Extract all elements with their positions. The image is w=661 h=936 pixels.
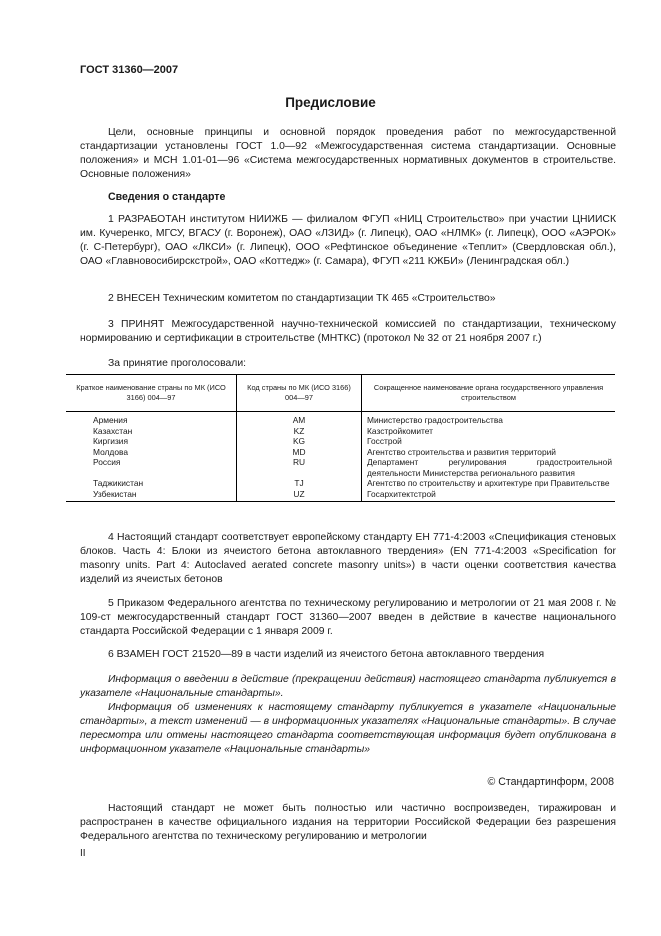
item-1-developed: 1 РАЗРАБОТАН институтом НИИЖБ — филиалом ФГУП «НИЦ Строительство» при участии ЦНИИСК им. Кучеренко, МГСУ, ВГАСУ (г. Воронеж), ОАО «ЛЗИД» (г. Липецк), ОАО «НЛМК» (г. Липецк), ООО «АЭРОК» (г. С-Петербург), ОАО «ЛКСИ» (г. Липецк), ООО «Рефтинское объединение «Теплит» (Свердловская обл.), ОАО «Главновосибирскстрой», ОАО «Коттедж» (г. Самара), ФГУП «211 КЖБИ» (Ленинградская обл.) bbox=[80, 214, 616, 267]
publication-notice: Информация о введении в действие (прекращении действия) настоящего стандарта публикуется в указателе «Национальные стандарты». bbox=[80, 674, 616, 699]
table-row bbox=[66, 412, 615, 426]
country-name: Россия bbox=[93, 457, 121, 467]
table-row bbox=[66, 447, 615, 458]
section-heading: Сведения о стандарте bbox=[108, 191, 226, 203]
authority-name: Департамент регулирования градостроительной деятельности Министерства регионального развития bbox=[362, 457, 616, 478]
country-code: UZ bbox=[237, 489, 362, 502]
table-row bbox=[66, 426, 615, 437]
authority-name: Казстройкомитет bbox=[362, 426, 616, 437]
country-code: AM bbox=[237, 412, 362, 426]
vote-label: За принятие проголосовали: bbox=[108, 358, 247, 369]
table-row bbox=[66, 436, 615, 447]
column-header-code: Код страны по МК (ИСО 3166) 004—97 bbox=[237, 375, 362, 412]
authority-name: Министерство градостроительства bbox=[362, 412, 616, 426]
page-number: II bbox=[80, 848, 86, 859]
authority-name: Госстрой bbox=[362, 436, 616, 447]
country-code: KZ bbox=[237, 426, 362, 437]
item-6-replaces: 6 ВЗАМЕН ГОСТ 21520—89 в части изделий из ячеистого бетона автоклавного твердения bbox=[108, 649, 545, 660]
country-name: Таджикистан bbox=[93, 478, 144, 488]
country-name: Молдова bbox=[93, 446, 128, 457]
column-header-country: Краткое наименование страны по МК (ИСО 3166) 004—97 bbox=[66, 375, 237, 412]
authority-name: Агентство строительства и развития территорий bbox=[362, 447, 616, 458]
table-row bbox=[66, 478, 615, 489]
country-code: KG bbox=[237, 436, 362, 447]
amendments-notice: Информация об изменениях к настоящему стандарту публикуется в указателе «Национальные стандарты», а текст изменений — в информационных указателях «Национальные стандарты». В случае пересмотра или отмены настоящего стандарта соответствующая информация будет опубликована в информационном указателе «Национальные стандарты» bbox=[80, 702, 616, 755]
voting-countries-table bbox=[66, 374, 615, 502]
authority-name: Агентство по строительству и архитектуре при Правительстве bbox=[362, 478, 616, 489]
table-row bbox=[66, 457, 615, 478]
country-code: TJ bbox=[237, 478, 362, 489]
copyright-notice: © Стандартинформ, 2008 bbox=[487, 776, 614, 788]
authority-name: Госархитектстрой bbox=[362, 489, 616, 502]
country-code: MD bbox=[237, 447, 362, 458]
page-title: Предисловие bbox=[285, 95, 376, 110]
table-row bbox=[66, 489, 615, 502]
document-code: ГОСТ 31360—2007 bbox=[80, 64, 179, 76]
item-2-submitted: 2 ВНЕСЕН Техническим комитетом по стандартизации ТК 465 «Строительство» bbox=[108, 293, 496, 304]
country-name: Узбекистан bbox=[66, 489, 237, 502]
column-header-authority: Сокращенное наименование органа государственного управления строительством bbox=[362, 375, 616, 412]
country-name: Армения bbox=[93, 415, 128, 425]
item-5-order: 5 Приказом Федерального агентства по техническому регулированию и метрологии от 21 мая 2008 г. № 109-ст межгосударственный стандарт ГОСТ 31360—2007 введен в действие в качестве национального стандарта Российской Федерации с 1 января 2009 г. bbox=[80, 598, 616, 637]
country-code: RU bbox=[237, 457, 362, 478]
country-name: Киргизия bbox=[93, 436, 129, 446]
intro-paragraph: Цели, основные принципы и основной порядок проведения работ по межгосударственной стандартизации установлены ГОСТ 1.0—92 «Межгосударственная система стандартизации. Основные положения» и МСН 1.01-01—96 «Система межгосударственных нормативных документов в строительстве. Основные положения» bbox=[80, 127, 616, 180]
item-3-adopted: 3 ПРИНЯТ Межгосударственной научно-технической комиссией по стандартизации, техническому нормированию и сертификации в строительстве (МНТКС) (протокол № 32 от 21 ноября 2007 г.) bbox=[80, 319, 616, 344]
country-name: Казахстан bbox=[93, 425, 133, 436]
reproduction-notice: Настоящий стандарт не может быть полностью или частично воспроизведен, тиражирован и распространен в качестве официального издания на территории Российской Федерации без разрешения Федерального агентства по техническому регулированию и метрологии bbox=[80, 803, 616, 842]
item-4-conformity: 4 Настоящий стандарт соответствует европейскому стандарту ЕН 771-4:2003 «Спецификация стеновых блоков. Часть 4: Блоки из ячеистого бетона автоклавного твердения» (EN 771-4:2003 «Specification for masonry units. Part 4: Autoclaved aerated concrete masonry units») в части оценки соответствия качества изделий из ячеистых бетонов bbox=[80, 532, 616, 585]
table-header-row bbox=[66, 375, 615, 412]
